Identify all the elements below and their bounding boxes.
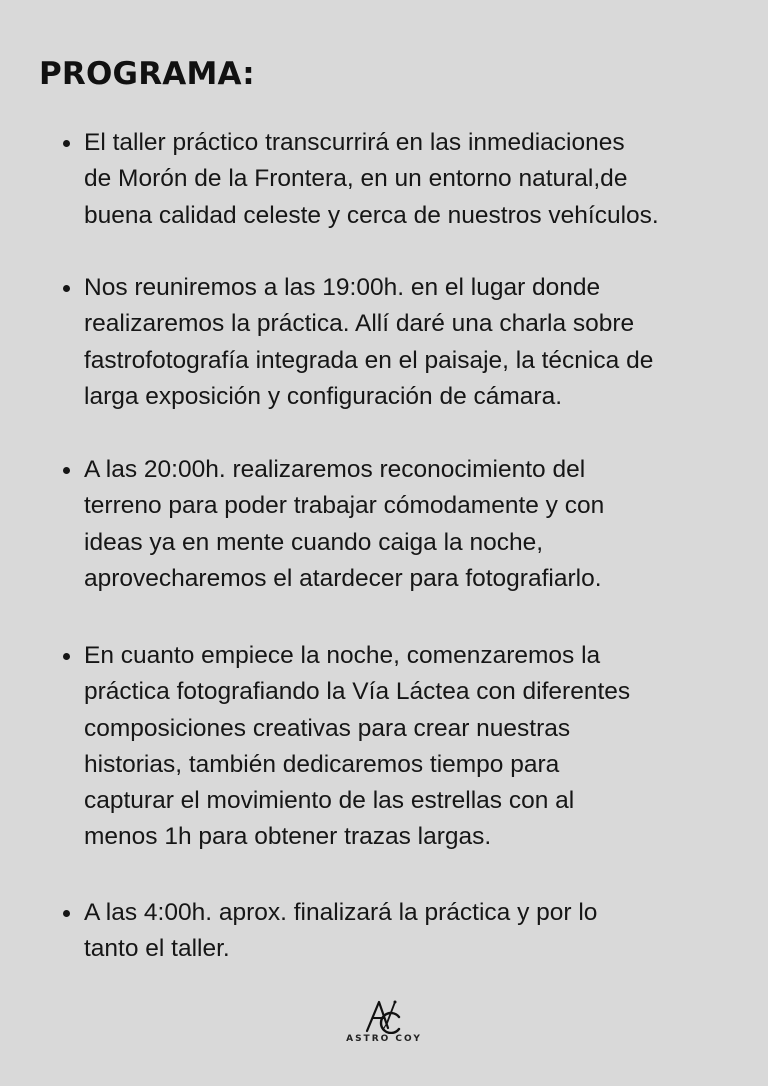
item-line: realizaremos la práctica. Allí daré una charla sobre bbox=[84, 310, 635, 338]
page-title: PROGRAMA: bbox=[39, 56, 255, 92]
item-line: En cuanto empiece la noche, comenzaremos la bbox=[84, 642, 601, 669]
program-item-terrain-recognition bbox=[84, 452, 744, 597]
item-line: ideas ya en mente cuando caiga la noche, bbox=[84, 528, 544, 556]
item-line: tanto el taller. bbox=[84, 935, 230, 963]
item-line: fastrofotografía integrada en el paisaje, la técnica de bbox=[84, 346, 654, 374]
program-item-night-practice bbox=[84, 638, 744, 856]
item-line: A las 4:00h. aprox. finalizará la práctica y por lo bbox=[84, 899, 598, 926]
astro-coy-logo bbox=[332, 996, 436, 1052]
astro-coy-logo-icon bbox=[364, 998, 404, 1034]
item-line: terreno para poder trabajar cómodamente y con bbox=[84, 492, 605, 520]
program-item-taller-location bbox=[84, 125, 744, 234]
item-line: capturar el movimiento de las estrellas con al bbox=[84, 787, 575, 815]
program-item-ending bbox=[84, 895, 744, 968]
item-line: A las 20:00h. realizaremos reconocimiento del bbox=[84, 456, 586, 483]
item-line: historias, también dedicaremos tiempo para bbox=[84, 750, 560, 778]
item-line: Nos reuniremos a las 19:00h. en el lugar donde bbox=[84, 274, 601, 301]
item-line: menos 1h para obtener trazas largas. bbox=[84, 823, 492, 851]
item-line: larga exposición y configuración de cámara. bbox=[84, 382, 563, 410]
item-line: El taller práctico transcurrirá en las inmediaciones bbox=[84, 129, 625, 156]
logo-wordmark: ASTRO COY bbox=[346, 1034, 422, 1044]
item-line: aprovecharemos el atardecer para fotografiarlo. bbox=[84, 564, 602, 592]
program-item-meeting-time bbox=[84, 270, 744, 415]
item-line: composiciones creativas para crear nuestras bbox=[84, 714, 571, 742]
item-line: buena calidad celeste y cerca de nuestros vehículos. bbox=[84, 201, 659, 229]
item-line: de Morón de la Frontera, en un entorno natural,de bbox=[84, 165, 628, 193]
item-line: práctica fotografiando la Vía Láctea con diferentes bbox=[84, 678, 631, 706]
